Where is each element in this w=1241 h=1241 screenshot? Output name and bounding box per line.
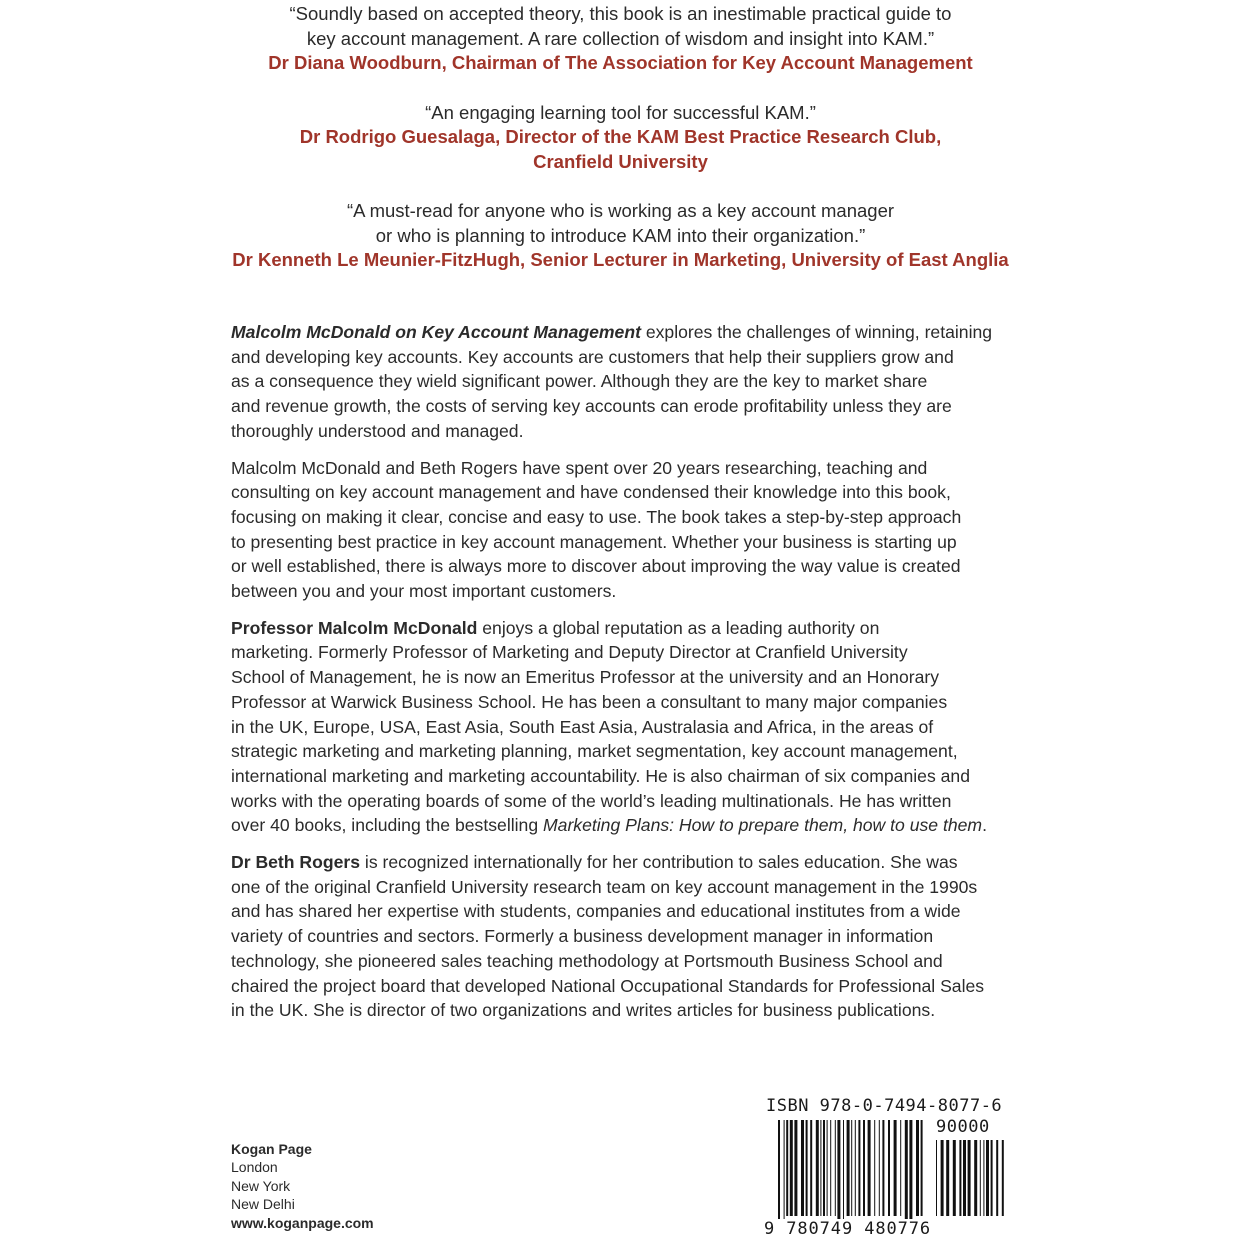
barcode-bar [941,1140,944,1216]
barcode-bar [959,1140,961,1216]
publisher-city: London [231,1159,278,1176]
description-paragraph [231,456,1031,604]
isbn-label: ISBN 978-0-7494-8077-6 [766,1096,1003,1116]
barcode-bar [900,1120,901,1216]
barcode-bar [806,1120,808,1216]
barcode-bar [888,1120,890,1216]
publisher-name: Kogan Page [231,1141,312,1157]
barcode-bar [953,1140,956,1216]
barcode-bar [790,1120,793,1216]
barcode-bar [858,1120,860,1216]
paragraph-text: . [982,815,987,836]
paragraph-text: Malcolm McDonald and Beth Rogers have spent over 20 years researching, teaching and consulting on key account management and have condensed their knowledge into this book, focusing on making it clear, concise and easy to use. The book takes a step-by-step approach to presenting best practice in key account management. Whether your business is starting up or well established, there is always more to discover about improving the way value is created between you and your most important customers. [231,457,962,602]
referenced-book-title: Marketing Plans: How to prepare them, how to use them [543,815,983,836]
publisher-info [231,1140,374,1232]
barcode-bar [968,1140,971,1216]
publisher-city: New Delhi [231,1196,295,1213]
endorsement [0,199,1241,273]
barcode-bar [820,1120,821,1216]
ean-barcode [778,1120,928,1224]
barcode-bar [905,1120,908,1222]
author-bio-mcdonald [231,616,1031,838]
barcode-bar [868,1120,871,1216]
barcode-bar [894,1120,897,1216]
isbn-barcode-area [762,1096,1022,1241]
book-description [231,320,1031,1035]
barcode-bar [980,1140,981,1216]
barcode-bar [983,1140,984,1216]
barcode-bar [1002,1140,1004,1216]
endorsement-attribution: Dr Diana Woodburn, Chairman of The Association for Key Account Management [268,52,973,73]
barcode-bar [879,1120,880,1216]
endorsement-attribution: Dr Rodrigo Guesalaga, Director of the KAM Best Practice Research Club, Cranfield University [299,126,942,172]
paragraph-text: explores the challenges of winning, retaining and developing key accounts. Key accounts are customers that help their suppliers grow and as a consequence they wield significant power. Although they are the key to market share and revenue growth, the costs of serving key accounts can erode profitability unless they are thoroughly understood and managed. [231,322,993,441]
barcode-bar [963,1140,966,1216]
barcode-bar [916,1120,919,1216]
barcode-bar [801,1120,804,1216]
endorsement [0,2,1241,76]
addon-barcode [936,1140,1016,1220]
barcode-bar [784,1120,785,1222]
endorsement [0,101,1241,175]
barcode-bar [851,1120,852,1216]
barcode-bar [882,1120,884,1216]
barcode-bar [996,1140,998,1216]
barcode-bar [827,1120,828,1216]
barcode-bar [837,1120,840,1222]
barcode-bar [986,1140,989,1216]
barcode-bar [847,1120,850,1216]
barcode-bar [909,1120,912,1222]
barcode-bar [823,1120,825,1216]
paragraph-text: is recognized internationally for her contribution to sales education. She was one of the original Cranfield University research team on key account management in the 1990s and has shared her expertise with students, companies and educational institutes from a wide variety of countries and sectors. Formerly a business development manager in information technology, she pioneered sales teaching methodology at Portsmouth Business School and chaired the project board that developed National Occupational Standards for Professional Sales in the UK. She is director of two organizations and writes articles for business publications. [231,852,985,1021]
barcode-bar [921,1120,923,1216]
endorsement-quote: “A must-read for anyone who is working as a key account manager or who is planning to introduce KAM into their organization.” [346,200,895,246]
endorsement-quote: “An engaging learning tool for successful KAM.” [425,101,816,123]
barcode-bar [974,1140,977,1216]
barcode-bar [936,1140,937,1216]
author-name: Professor Malcolm McDonald [231,617,478,638]
barcode-bar [874,1120,875,1216]
author-bio-rogers [231,850,1031,1023]
barcode-bar [810,1120,812,1216]
endorsement-attribution: Dr Kenneth Le Meunier-FitzHugh, Senior Lecturer in Marketing, University of East Anglia [232,249,1009,270]
barcode-bar [991,1140,993,1216]
barcode-bar [863,1120,865,1216]
endorsement-quote: “Soundly based on accepted theory, this book is an inestimable practical guide to key account management. A rare collection of wisdom and insight into KAM.” [289,3,952,49]
author-name: Dr Beth Rogers [231,852,361,873]
publisher-website: www.koganpage.com [231,1214,374,1231]
barcode-bar [830,1120,831,1216]
barcode-bar [794,1120,797,1216]
barcode-bar [778,1120,780,1222]
barcode-bar [816,1120,819,1216]
price-code: 90000 [936,1117,990,1137]
book-title: Malcolm McDonald on Key Account Management [231,322,641,342]
endorsements [0,2,1241,298]
barcode-bar [946,1140,949,1216]
barcode-bar [786,1120,788,1216]
barcode-bar [855,1120,856,1216]
paragraph-text: enjoys a global reputation as a leading authority on marketing. Formerly Professor of Marketing and Deputy Director at Cranfield University School of Management, he is now an Emeritus Professor at the university and an Honorary Professor at Warwick Business School. He has been a consultant to many major companies in the UK, Europe, USA, East Asia, South East Asia, Australasia and Africa, in the areas of strategic marketing and marketing planning, market segmentation, key account management, international marketing and marketing accountability. He is also chairman of six companies and works with the operating boards of some of the world’s leading multinationals. He has written over 40 books, including the bestselling [231,617,970,836]
barcode-digits: 9 780749 480776 [764,1219,932,1239]
publisher-city: New York [231,1177,291,1194]
barcode-bar [835,1120,836,1216]
description-paragraph [231,320,1031,444]
barcode-bar [843,1120,844,1222]
